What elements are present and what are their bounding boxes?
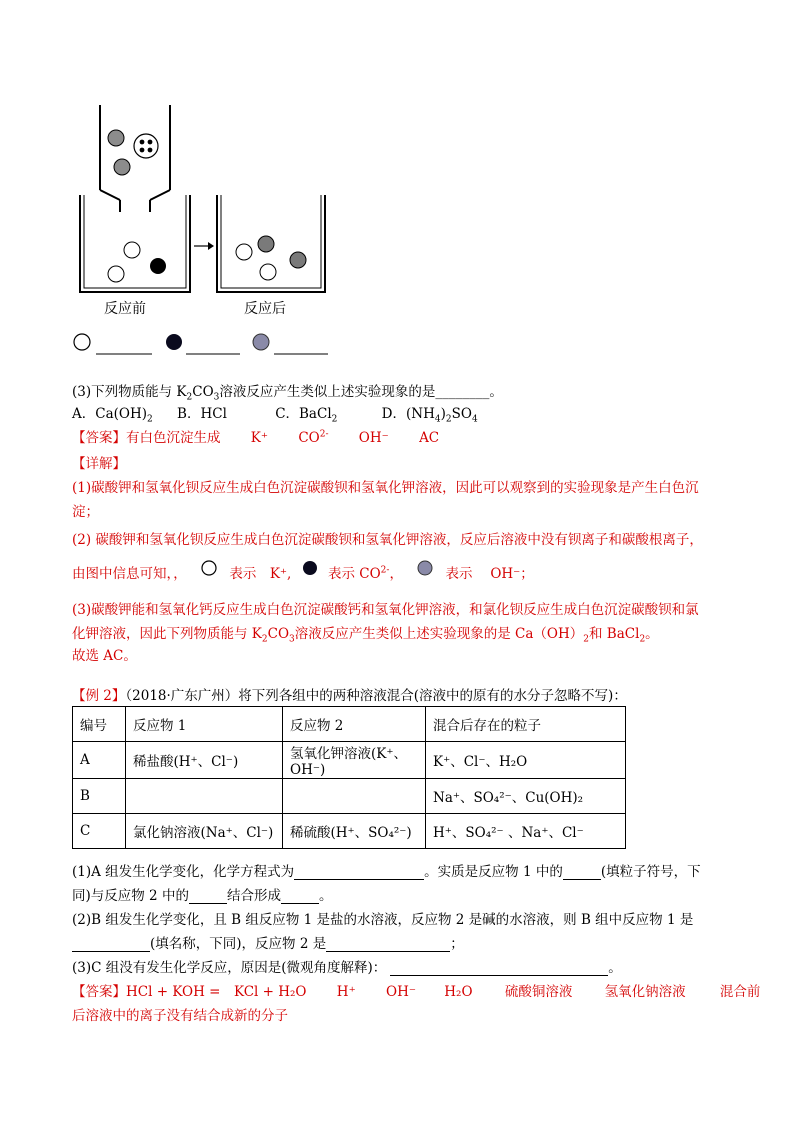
answer-2-cont: 后溶液中的离子没有结合成新的分子 [72, 1008, 288, 1024]
q2-line-5: (3)C 组没有发生化学反应，原因是(微观角度解释)： 。 [72, 960, 622, 976]
table-row [73, 742, 626, 779]
answer-2: 【答案】HCl + KOH = KCl + H₂O H⁺ OH⁻ H₂O 硫酸铜溶液 氢氧化钠溶液 混合前 [72, 984, 761, 1000]
detail-p3c: 故选 AC。 [72, 648, 137, 664]
table-cell: C [73, 814, 126, 849]
q2-line-1: (1)A 组发生化学变化，化学方程式为 。实质是反应物 1 中的 (填粒子符号，下 [72, 864, 701, 880]
table-row [73, 814, 626, 849]
table-header-row [73, 707, 626, 742]
question-3: (3)下列物质能与 $K_2CO_3$溶液反应产生类似上述实验现象的是________。 [72, 384, 503, 403]
table-cell [283, 779, 426, 814]
particle-white [260, 264, 276, 280]
table-cell [126, 779, 283, 814]
detail-p2a: (2) 碳酸钾和氢氧化钡反应生成白色沉淀碳酸钡和氢氧化钾溶液，反应后溶液中没有钡离子和碳酸根离子， [72, 532, 703, 548]
example-2-heading: 【例 2】（2018·广东广州）将下列各组中的两种溶液混合(溶液中的原有的水分子忽略不写)： [72, 688, 627, 704]
particle-cluster [134, 134, 158, 158]
particle-gray [290, 252, 306, 268]
particle-legend [70, 330, 340, 360]
table-cell: 氯化钠溶液(Na⁺、Cl⁻) [126, 814, 283, 849]
table-cell: H⁺、SO₄²⁻ 、Na⁺、Cl⁻ [426, 814, 626, 849]
reaction-figure [70, 100, 340, 320]
particle-white [236, 244, 252, 260]
table-header: 编号 [73, 707, 126, 742]
table-header: 混合后存在的粒子 [426, 707, 626, 742]
particle-black [150, 258, 166, 274]
table-header: 反应物 1 [126, 707, 283, 742]
option-a: A．$Ca(OH)_2$ [72, 406, 153, 425]
legend-white-circle [74, 334, 90, 350]
answer-1: 【答案】有白色沉淀生成 K⁺ $CO^{2-}$ OH⁻ AC [72, 429, 440, 446]
legend-black-circle [166, 334, 182, 350]
arrow-icon [194, 242, 214, 250]
detail-p3a: (3)碳酸钾能和氢氧化钙反应生成白色沉淀碳酸钙和氢氧化钾溶液，和氯化钡反应生成白色沉淀碳酸钡和氯 [72, 602, 699, 618]
white-circle-icon [199, 560, 219, 580]
table-cell: K⁺、Cl⁻、H₂O [426, 742, 626, 779]
particle-gray [258, 236, 274, 252]
table-cell: A [73, 742, 126, 779]
gray-circle-icon [415, 560, 435, 580]
particle-gray [108, 130, 124, 146]
q2-line-4: (填名称，下同)，反应物 2 是 ； [72, 932, 464, 952]
table-cell: 稀硫酸(H⁺、SO₄²⁻) [283, 814, 426, 849]
detail-p1a: (1)碳酸钾和氢氧化钡反应生成白色沉淀碳酸钡和氢氧化钾溶液，因此可以观察到的实验现象是产生白色沉 [72, 480, 699, 496]
detail-tag: 【详解】 [72, 456, 126, 472]
option-b: B．HCl [177, 406, 227, 422]
label-before: 反应前 [104, 301, 146, 317]
particle-white [108, 266, 124, 282]
detail-p2b: 由图中信息可知，， 表示 K⁺, 表示 $CO^{2-}$， 表示 OH⁻； [72, 560, 534, 582]
detail-p1b: 淀； [72, 504, 99, 520]
table-row [73, 779, 626, 814]
particle-gray [114, 159, 130, 175]
option-c: C．BaCl$_2$ [275, 406, 338, 425]
q2-line-3: (2)B 组发生化学变化，且 B 组反应物 1 是盐的水溶液，反应物 2 是碱的水溶液，则 B 组中反应物 1 是 [72, 912, 694, 928]
table-header: 反应物 2 [283, 707, 426, 742]
black-circle-icon [300, 560, 320, 580]
table-cell: B [73, 779, 126, 814]
legend-gray-circle [253, 334, 269, 350]
question-3-options [72, 402, 478, 425]
label-after: 反应后 [244, 301, 286, 317]
table-cell: 氢氧化钾溶液(K⁺、OH⁻) [283, 742, 426, 779]
detail-p3b: 化钾溶液，因此下列物质能与 $K_2CO_3$溶液反应产生类似上述实验现象的是 $Ca(OH)_2$和 BaCl$_2$。 [72, 626, 659, 645]
option-d: D．$(NH_4)_2SO_4$ [381, 406, 478, 425]
table-cell: 稀盐酸(H⁺、Cl⁻) [126, 742, 283, 779]
dropper [100, 105, 170, 212]
table-cell: Na⁺、SO₄²⁻、Cu(OH)₂ [426, 779, 626, 814]
particle-white [124, 242, 140, 258]
q2-line-2: 同)与反应物 2 中的 结合形成 。 [72, 888, 333, 904]
reaction-table [72, 706, 626, 849]
